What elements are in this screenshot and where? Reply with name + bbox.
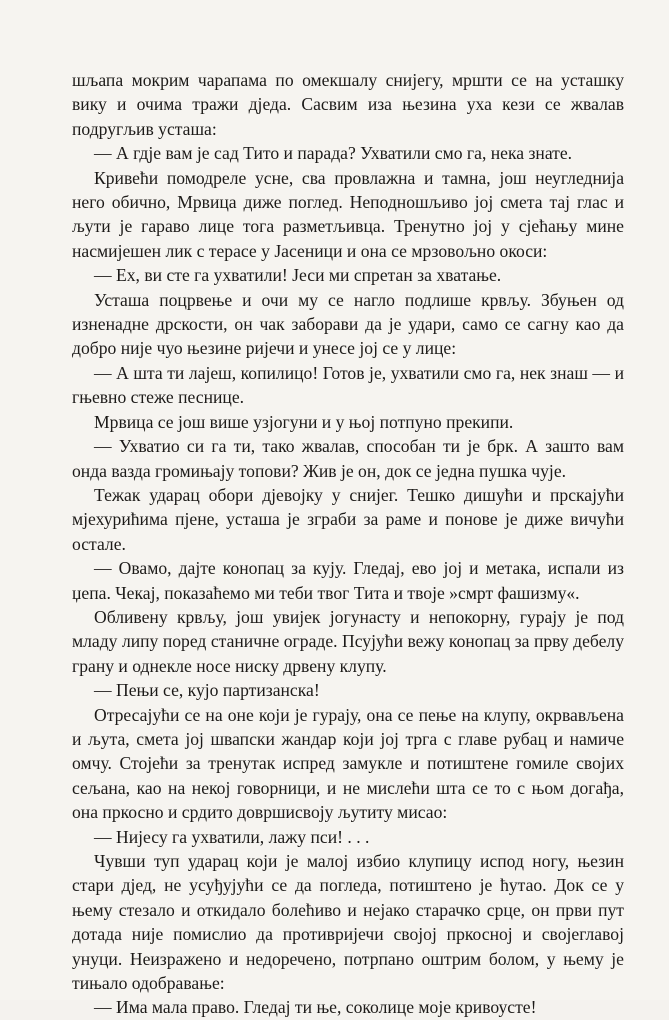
paragraph: Кривећи помодреле усне, сва провлажна и тамна, још неугледнија него обично, Мрвица диже поглед. Неподношљиво јој смета тај глас и љути је гараво лице тога разметљивца. Тренутно јој у сјећању мине насмијешен лик с терасе у Јасеници и она се мрзовољно окоси: xyxy=(72,167,624,261)
paragraph: Чувши туп ударац који је малој избио клупицу испод ногу, њезин стари дјед, не усуђујући се да погледа, потиштено је ћутао. Док се у њему стезало и откидало болећиво и нејако старачко срце, он први пут дотада није помислио да противријечи својој пркосној и својеглавој унуци. Неизражено и недоречено, потрпано оштрим болом, у њему је тињало одобравање: xyxy=(72,851,624,994)
paragraph: — Пењи се, кујо партизанска! xyxy=(94,680,320,701)
paragraph: Усташа поцрвење и очи му се нагло подлише крвљу. Збуњен од изненадне дрскости, он чак заборави да је удари, само се сагну као да добро није чуо њезине ријечи и унесе јој се у лице: xyxy=(72,289,624,359)
paragraph: — Ухватио си га ти, тако жвалав, способан ти је брк. А зашто вам онда вазда громињају топови? Жив је он, док се једна пушка чује. xyxy=(72,436,624,481)
paragraph: — Овамо, дајте конопац за кују. Гледај, ево јој и метака, испали из џепа. Чекај, показаћемо ми теби твог Тита и твоје »смрт фашизму«. xyxy=(72,558,624,603)
paragraph: — А гдје вам је сад Тито и парада? Ухватили смо га, нека знате. xyxy=(94,143,573,164)
paragraph: Тежак ударац обори дјевојку у снијег. Тешко дишући и прскајући мјехурићима пјене, усташа је зграби за раме и понове је диже вичући остале. xyxy=(72,484,624,554)
paragraph: Отресајући се на оне који је гурају, она се пење на клупу, окрвављена и љута, смета јој швапски жандар који јој трга с главе рубац и намиче омчу. Стојећи за тренутак испред замукле и потиштене гомиле својих сељана, као на некој говорници, и не мислећи шта се то с њом догађа, она пркосно и срдито довршисвоју љутиту мисао: xyxy=(72,704,624,823)
paragraph: — Има мала право. Гледај ти ње, соколице моје кривоусте! xyxy=(94,997,537,1018)
paragraph: Обливену крвљу, још увијек јогунасту и непокорну, гурају је под младу липу поред станичне ограде. Псујући вежу конопац за прву дебелу грану и однекле носе ниску дрвену клупу. xyxy=(72,606,624,676)
page-text xyxy=(72,68,624,1020)
paragraph: — Нијесу га ухватили, лажу пси! . . . xyxy=(94,826,370,847)
paragraph: — А шта ти лајеш, копилицо! Готов је, ухватили смо га, нек знаш — и гњевно стеже песнице. xyxy=(72,362,624,408)
paragraph: — Ех, ви сте га ухватили! Јеси ми спретан за хватање. xyxy=(94,265,502,286)
paragraph: Мрвица се још више узјогуни и у њој потпуно прекипи. xyxy=(94,411,514,432)
paragraph: шљапа мокрим чарапама по омекшалу снијегу, мршти се на усташку вику и очима тражи дједа. Сасвим иза њезина уха кези се жвалав подругљив усташа: xyxy=(72,70,624,139)
